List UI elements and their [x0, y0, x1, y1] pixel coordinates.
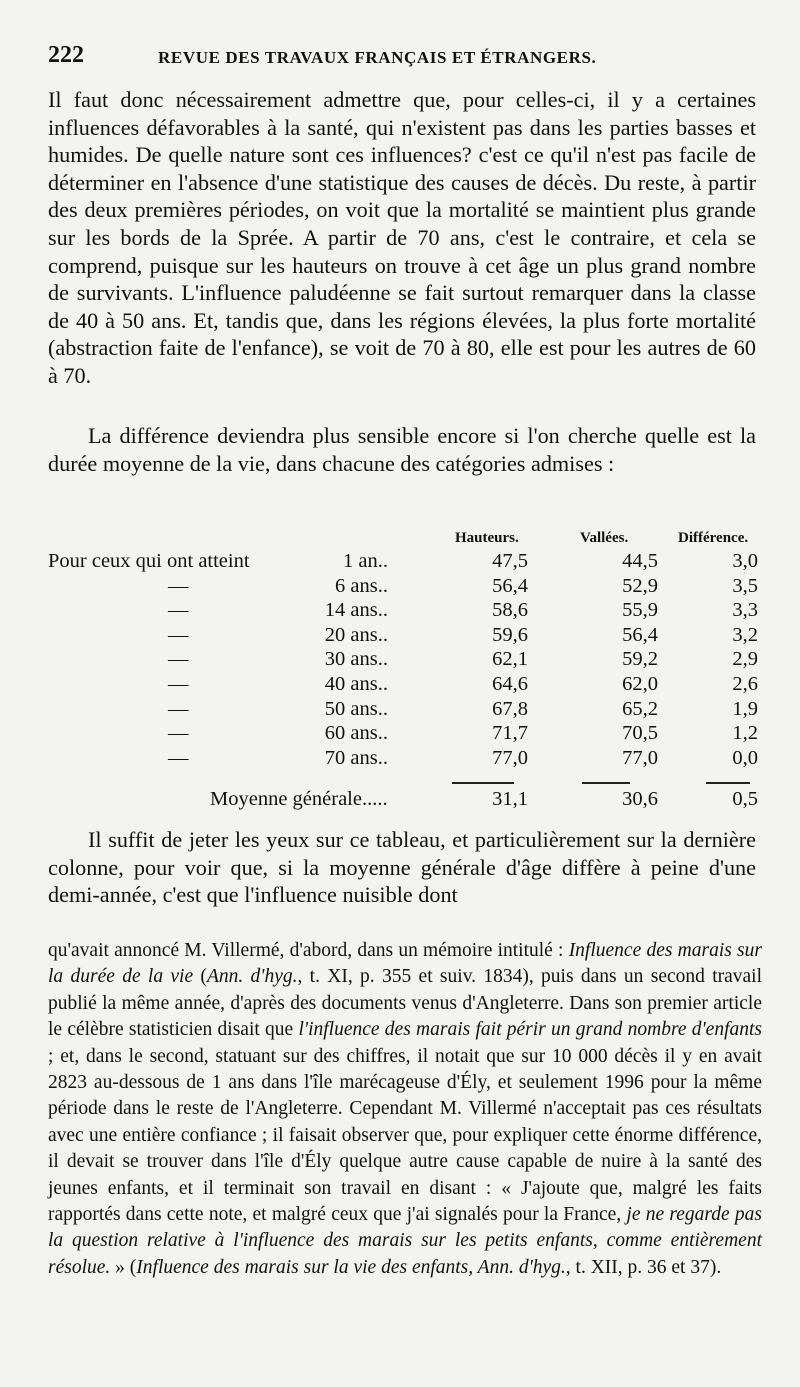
- sum-rule-vallees: [582, 782, 630, 784]
- row-hauteurs: 56,4: [492, 574, 528, 597]
- running-title: REVUE DES TRAVAUX FRANÇAIS ET ÉTRANGERS.: [158, 48, 597, 67]
- row-vallees: 65,2: [622, 697, 658, 720]
- row-vallees: 59,2: [622, 648, 658, 671]
- table-row: [48, 550, 768, 576]
- paragraph-1: Il faut donc nécessairement admettre que, pour celles-ci, il y a certaines influences défavorables à la santé, qui n'existent pas dans les parties basses et humides. De quelle nature sont ces influences? c'est ce qu'il n'est pas facile de déterminer en l'absence d'une statistique des causes de décès. Du reste, à partir des deux premières périodes, on voit que la mortalité se maintient plus grande sur les bords de la Sprée. A partir de 70 ans, c'est le contraire, et cela se comprend, puisque sur les hauteurs on trouve à cet âge un plus grand nombre de survivants. L'influence paludéenne se fait surtout remarquer dans la classe de 40 à 50 ans. Et, tandis que, dans les régions élevées, la plus forte mortalité (abstraction faite de l'enfance), se voit de 70 à 80, elle est pour les autres de 60 à 70.: [48, 87, 756, 388]
- sum-rule-hauteurs: [452, 782, 514, 784]
- table-row: [48, 575, 768, 601]
- table-row: [48, 747, 768, 773]
- average-hauteurs: 31,1: [492, 788, 528, 810]
- column-header-hauteurs: Hauteurs.: [455, 530, 519, 546]
- footnote-source: Influence des marais sur la vie des enfants, Ann. d'hyg.: [136, 1256, 566, 1278]
- row-difference: 2,9: [732, 648, 758, 671]
- average-vallees: 30,6: [622, 788, 658, 810]
- row-age: 70 ans..: [324, 746, 388, 769]
- footnote-text: , t. XII, p. 36 et 37).: [565, 1256, 722, 1278]
- row-hauteurs: 64,6: [492, 673, 528, 695]
- column-header-vallees: Vallées.: [580, 530, 629, 546]
- row-difference: 3,0: [732, 550, 758, 572]
- row-age: 6 ans..: [335, 574, 388, 597]
- row-label: —: [168, 722, 189, 745]
- row-age: 40 ans..: [324, 673, 388, 695]
- table-row: [48, 599, 768, 625]
- table-row: [48, 698, 768, 724]
- row-label: —: [168, 599, 189, 622]
- average-label: Moyenne générale.....: [210, 788, 388, 810]
- row-label: —: [168, 697, 189, 720]
- row-hauteurs: 71,7: [492, 722, 528, 745]
- row-difference: 3,5: [732, 574, 758, 597]
- row-label: —: [168, 574, 189, 597]
- row-age: 50 ans..: [324, 697, 388, 720]
- row-hauteurs: 47,5: [492, 550, 528, 572]
- row-hauteurs: 62,1: [492, 648, 528, 671]
- footnote-title: Influence des marais sur la durée de la vie: [48, 940, 762, 988]
- page-number: 222: [48, 42, 84, 68]
- row-label: —: [168, 623, 189, 646]
- row-difference: 1,9: [732, 697, 758, 720]
- table-row: [48, 624, 768, 650]
- paragraph-3: Il suffit de jeter les yeux sur ce tableau, et particulièrement sur la dernière colonne, pour voir que, si la moyenne générale d'âge diffère à peine d'une demi-année, c'est que l'influence nuisible dont: [48, 827, 756, 908]
- paragraph-2: La différence deviendra plus sensible encore si l'on cherche quelle est la durée moyenne de la vie, dans chacune des catégories admises :: [48, 423, 756, 476]
- footnote-text: qu'avait annoncé M. Villermé, d'abord, dans un mémoire intitulé :: [48, 940, 569, 961]
- row-age: 60 ans..: [324, 722, 388, 745]
- row-difference: 0,0: [732, 746, 758, 769]
- footnote-text: , t. XI, p. 355 et suiv. 1834), puis dans un second travail publié la même année, d'après des documents venus d'Angleterre. Dans son premier article le célèbre statisticien disait que: [48, 966, 762, 1041]
- row-difference: 3,2: [732, 623, 758, 646]
- page-header: [48, 42, 768, 82]
- row-difference: 3,3: [732, 599, 758, 622]
- row-vallees: 70,5: [622, 722, 658, 745]
- row-label: Pour ceux qui ont atteint: [48, 550, 250, 572]
- row-label: —: [168, 648, 189, 671]
- column-header-difference: Différence.: [678, 530, 749, 546]
- row-age: 20 ans..: [324, 623, 388, 646]
- row-vallees: 77,0: [622, 746, 658, 769]
- row-label: —: [168, 746, 189, 769]
- row-label: —: [168, 673, 189, 695]
- footnote-source: Ann. d'hyg.: [206, 966, 298, 988]
- row-age: 14 ans..: [324, 599, 388, 622]
- row-vallees: 44,5: [622, 550, 658, 572]
- row-hauteurs: 67,8: [492, 697, 528, 720]
- average-difference: 0,5: [732, 788, 758, 810]
- footnote-text: (: [193, 966, 207, 988]
- table-row: [48, 648, 768, 674]
- table-row: [48, 722, 768, 748]
- row-hauteurs: 59,6: [492, 623, 528, 646]
- footnote-text: » (: [110, 1256, 137, 1278]
- table-row: [48, 673, 768, 699]
- row-difference: 1,2: [732, 722, 758, 745]
- row-hauteurs: 77,0: [492, 746, 528, 769]
- footnote-quote: l'influence des marais fait périr un grand nombre d'enfants: [298, 1019, 763, 1041]
- footnote: [48, 938, 762, 1281]
- sum-rule-difference: [706, 782, 750, 784]
- row-hauteurs: 58,6: [492, 599, 528, 622]
- row-vallees: 52,9: [622, 574, 658, 597]
- row-vallees: 55,9: [622, 599, 658, 622]
- row-vallees: 56,4: [622, 623, 658, 646]
- row-age: 1 an..: [343, 550, 388, 572]
- row-vallees: 62,0: [622, 673, 658, 695]
- row-difference: 2,6: [732, 673, 758, 695]
- footnote-text: ; et, dans le second, statuant sur des chiffres, il notait que sur 10 000 décès il y en avait 2823 au-dessous de 1 ans dans l'île marécageuse d'Ély, et seulement 1996 pour la même période dans le reste de l'Angleterre. Cependant M. Villermé n'acceptait pas ces résultats avec une entière confiance ; il faisait observer que, pour expliquer cette énorme différence, il devait se trouver dans l'île d'Ély quelque autre cause capable de nuire à la santé des jeunes enfants, et il terminait son travail en disant : « J'ajoute que, malgré les faits rapportés dans cette note, et malgré ceux que j'ai signalés pour la France,: [48, 1045, 762, 1226]
- row-age: 30 ans..: [324, 648, 388, 671]
- footnote-quote: je ne regarde pas la question relative à l'influence des marais sur les petits enfants, comme entièrement résolue.: [48, 1204, 762, 1278]
